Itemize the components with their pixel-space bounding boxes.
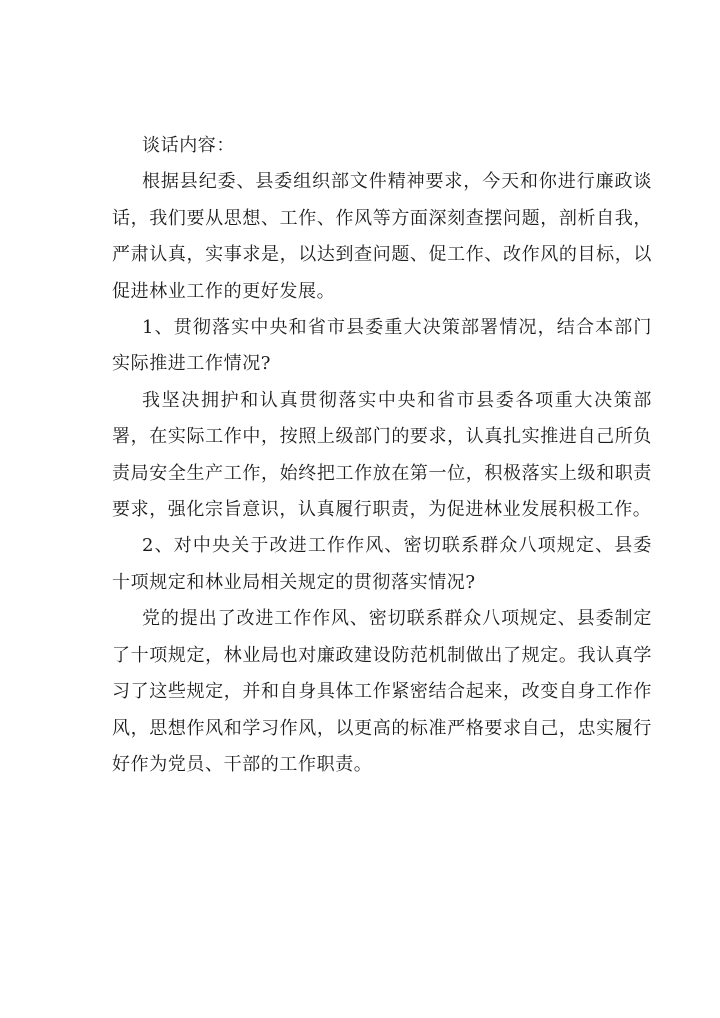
question-1: 1、贯彻落实中央和省市县委重大决策部署情况，结合本部门实际推进工作情况?: [112, 317, 652, 375]
answer-2: 党的提出了改进工作作风、密切联系群众八项规定、县委制定了十项规定，林业局也对廉政建设防范机制做出了规定。我认真学习了这些规定，并和自身具体工作紧密结合起来，改变自身工作作风，思想作风和学习作风，以更高的标准严格要求自己，忠实履行好作为党员、干部的工作职责。: [112, 608, 652, 775]
document-body: [112, 128, 652, 783]
paragraph-intro: 根据县纪委、县委组织部文件精神要求，今天和你进行廉政谈话，我们要从思想、工作、作风等方面深刻查摆问题，剖析自我，严肃认真，实事求是，以达到查问题、促工作、改作风的目标，以促进林业工作的更好发展。: [112, 171, 652, 302]
section-heading: 谈话内容：: [142, 135, 235, 156]
answer-1: 我坚决拥护和认真贯彻落实中央和省市县委各项重大决策部署，在实际工作中，按照上级部门的要求，认真扎实推进自己所负责局安全生产工作，始终把工作放在第一位，积极落实上级和职责要求，强化宗旨意识，认真履行职责，为促进林业发展积极工作。: [112, 389, 652, 521]
question-2: 2、对中央关于改进工作作风、密切联系群众八项规定、县委十项规定和林业局相关规定的贯彻落实情况?: [112, 535, 652, 593]
